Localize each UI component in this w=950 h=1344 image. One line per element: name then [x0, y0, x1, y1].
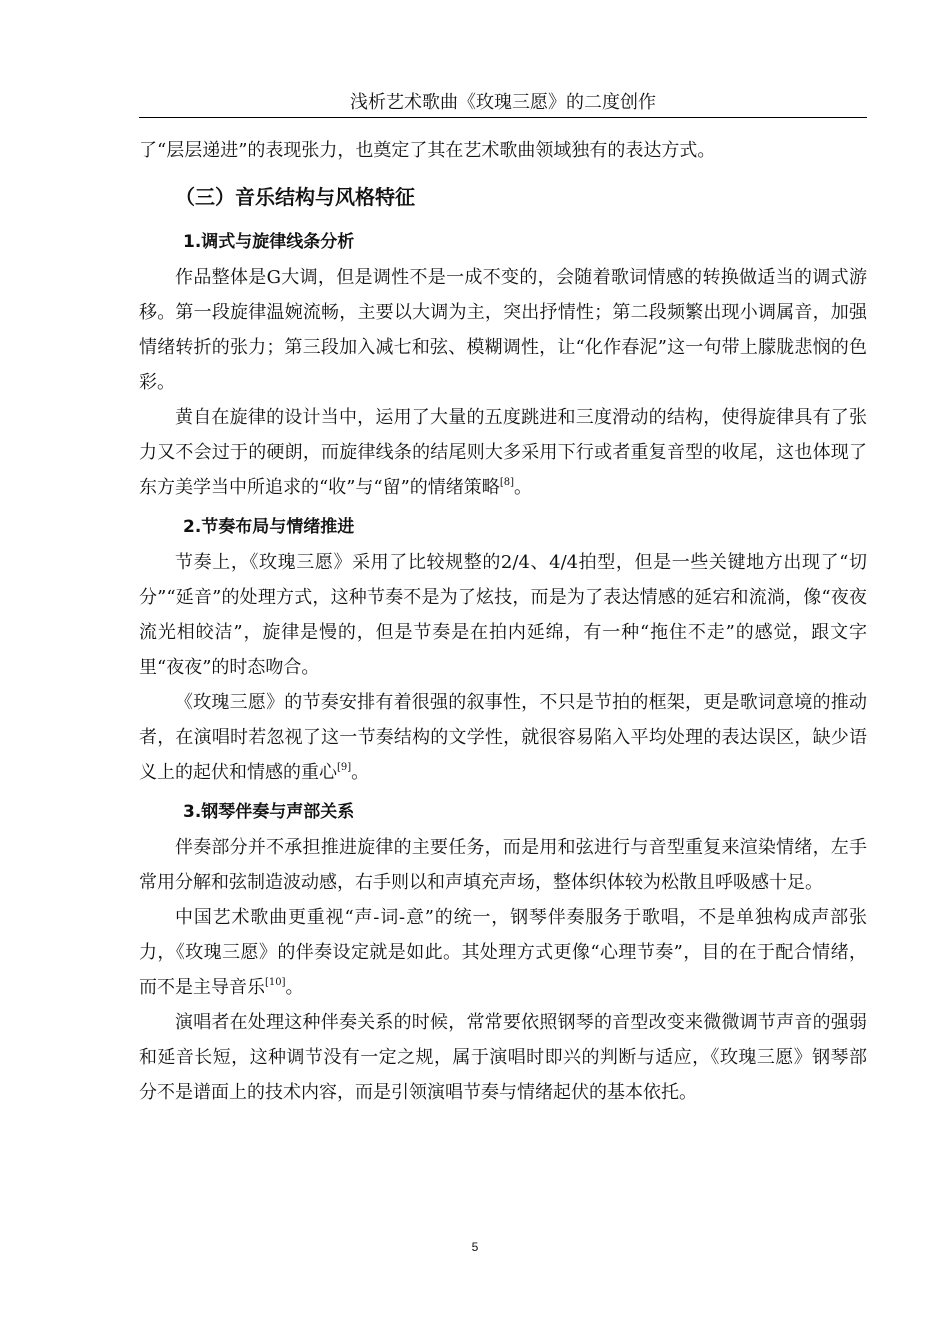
paragraph: 演唱者在处理这种伴奏关系的时候，常常要依照钢琴的音型改变来微微调节声音的强弱和延音长短，这种调节没有一定之规，属于演唱时即兴的判断与适应，《玫瑰三愿》钢琴部分不是谱面上的技术内容，而是引领演唱节奏与情绪起伏的基本依托。: [139, 1012, 867, 1103]
paragraph-end: 。: [351, 762, 370, 783]
paragraph: 伴奏部分并不承担推进旋律的主要任务，而是用和弦进行与音型重复来渲染情绪，左手常用分解和弦制造波动感，右手则以和声填充声场，整体织体较为松散且呼吸感十足。: [139, 837, 867, 893]
paragraph-end: 。: [513, 477, 532, 498]
paragraph-text: 《玫瑰三愿》的节奏安排有着很强的叙事性，不只是节拍的框架，更是歌词意境的推动者，在演唱时若忽视了这一节奏结构的文学性，就很容易陷入平均处理的表达误区，缺少语义上的起伏和情感的重心: [139, 692, 867, 783]
paragraph: 节奏上，《玫瑰三愿》采用了比较规整的2/4、4/4拍型，但是一些关键地方出现了“切分”“延音”的处理方式，这种节奏不是为了炫技，而是为了表达情感的延宕和流淌，像“夜夜流光相皎洁”，旋律是慢的，但是节奏是在拍内延绵，有一种“拖住不走”的感觉，跟文字里“夜夜”的时态吻合。: [139, 552, 867, 678]
paragraph: [139, 685, 867, 790]
paragraph: 作品整体是G大调，但是调性不是一成不变的，会随着歌词情感的转换做适当的调式游移。第一段旋律温婉流畅，主要以大调为主，突出抒情性；第二段频繁出现小调属音，加强情绪转折的张力；第三段加入减七和弦、模糊调性，让“化作春泥”这一句带上朦胧悲悯的色彩。: [139, 267, 867, 393]
subsection-heading-2: 2.节奏布局与情绪推进: [183, 517, 355, 537]
paragraph: [139, 900, 867, 1005]
paragraph-text: 黄自在旋律的设计当中，运用了大量的五度跳进和三度滑动的结构，使得旋律具有了张力又不会过于的硬朗，而旋律线条的结尾则大多采用下行或者重复音型的收尾，这也体现了东方美学当中所追求的“收”与“留”的情绪策略: [139, 407, 867, 498]
subsection-heading-3: 3.钢琴伴奏与声部关系: [183, 802, 355, 822]
header-rule: [139, 117, 867, 118]
paragraph: [139, 400, 867, 505]
page-number: 5: [471, 1240, 479, 1254]
citation-ref: [9]: [337, 762, 352, 773]
subsection-heading-1: 1.调式与旋律线条分析: [183, 232, 355, 252]
citation-ref: [10]: [265, 977, 286, 988]
body-text: [139, 133, 867, 1110]
paragraph-text: 中国艺术歌曲更重视“声-词-意”的统一，钢琴伴奏服务于歌唱，不是单独构成声部张力，《玫瑰三愿》的伴奏设定就是如此。其处理方式更像“心理节奏”，目的在于配合情绪，而不是主导音乐: [139, 907, 867, 998]
citation-ref: [8]: [499, 477, 514, 488]
lead-paragraph: 了“层层递进”的表现张力，也奠定了其在艺术歌曲领域独有的表达方式。: [139, 140, 716, 161]
paragraph-end: 。: [285, 977, 304, 998]
running-header: 浅析艺术歌曲《玫瑰三愿》的二度创作: [350, 92, 656, 113]
section-heading: （三）音乐结构与风格特征: [175, 185, 415, 209]
